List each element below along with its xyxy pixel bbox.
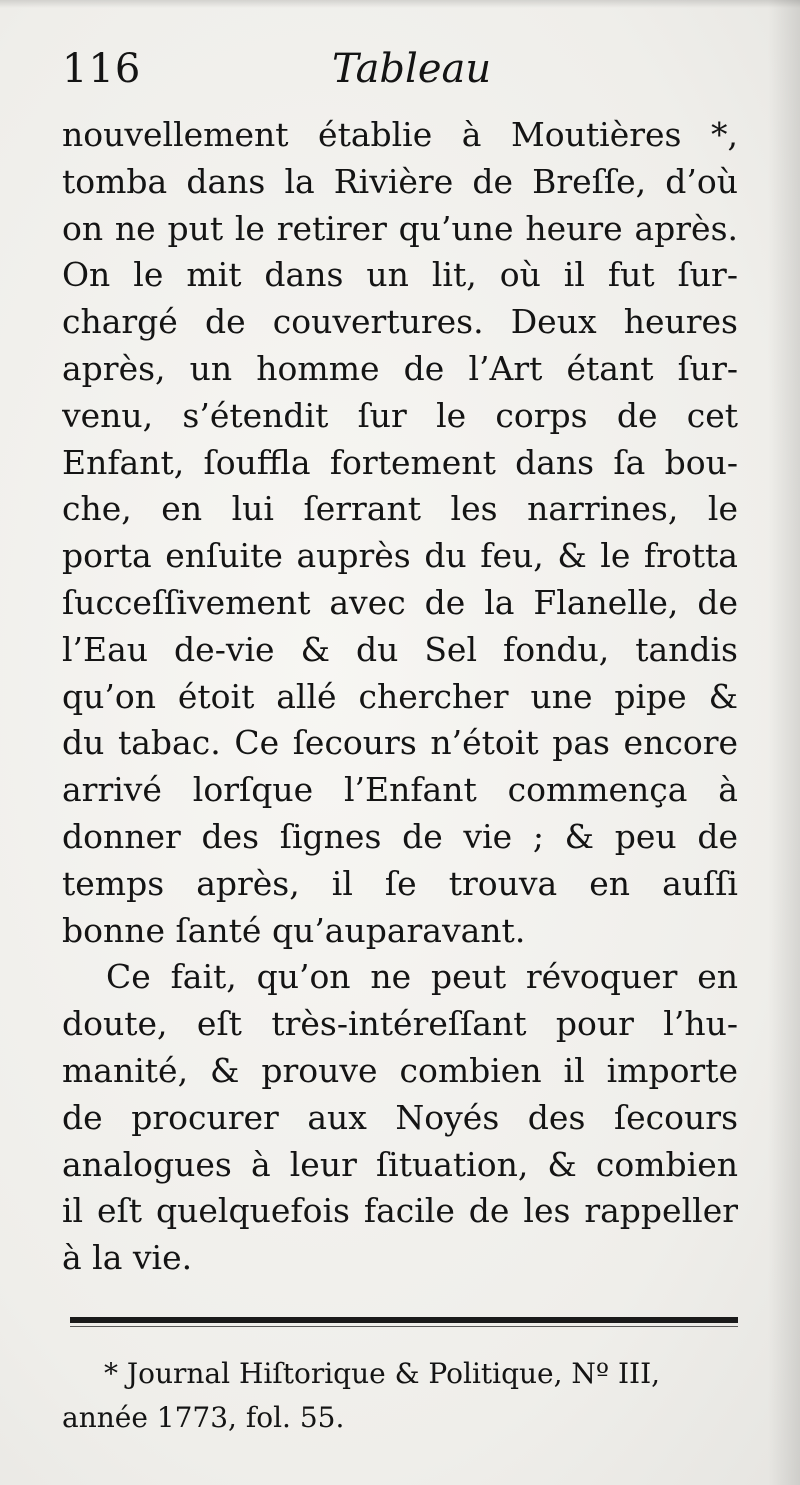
text-line: bonne ſanté qu’auparavant.: [62, 910, 526, 950]
footnote-line: année 1773, fol. 55.: [62, 1401, 345, 1434]
text-line: temps après, il ſe trouva en auſſi: [62, 863, 738, 903]
text-line: arrivé lorſque l’Enfant commença à: [62, 770, 738, 810]
footnote: [62, 1352, 752, 1440]
text-line: tomba dans la Rivière de Breſſe, d’où: [62, 161, 738, 201]
text-line: donner des ſignes de vie ; & peu de: [62, 816, 738, 856]
footnote-rule-thin: [70, 1326, 738, 1327]
text-line: il eſt quelquefois facile de les rappeller: [62, 1191, 738, 1231]
text-line: ſucceſſivement avec de la Flanelle, de: [62, 582, 738, 622]
text-line: du tabac. Ce ſecours n’étoit pas encore: [62, 723, 738, 763]
text-line: porta enſuite auprès du feu, & le frotta: [62, 536, 738, 576]
page-header: [62, 46, 752, 106]
text-line: à la vie.: [62, 1238, 193, 1278]
footnote-line: * Journal Hiſtorique & Politique, Nº III,: [104, 1357, 661, 1390]
body-text: [62, 112, 738, 1282]
text-line: doute, eſt très-intéreſſant pour l’hu-: [62, 1004, 738, 1044]
page-top-edge: [0, 0, 800, 8]
text-line: venu, s’étendit ſur le corps de cet: [62, 395, 738, 435]
running-title: Tableau: [332, 46, 492, 92]
text-line: on ne put le retirer qu’une heure après.: [62, 208, 738, 248]
text-line: l’Eau de-vie & du Sel fondu, tandis: [62, 629, 738, 669]
text-line: Enfant, ſouffla fortement dans ſa bou-: [62, 442, 738, 482]
text-line: chargé de couvertures. Deux heures: [62, 302, 738, 342]
footnote-rule: [70, 1317, 738, 1323]
text-line: analogues à leur ſituation, & combien: [62, 1144, 738, 1184]
page-gutter-shadow: [768, 0, 800, 1485]
text-line: che, en lui ſerrant les narrines, le: [62, 489, 738, 529]
text-line: après, un homme de l’Art étant ſur-: [62, 348, 738, 388]
text-line: nouvellement établie à Moutières *,: [62, 115, 738, 154]
text-line: manité, & prouve combien il importe: [62, 1050, 738, 1090]
text-line: Ce fait, qu’on ne peut révoquer en: [106, 957, 738, 997]
text-line: de procurer aux Noyés des ſecours: [62, 1097, 738, 1137]
text-line: qu’on étoit allé chercher une pipe &: [62, 676, 738, 716]
page-number: 116: [62, 46, 142, 92]
text-line: On le mit dans un lit, où il fut ſur-: [62, 255, 738, 295]
